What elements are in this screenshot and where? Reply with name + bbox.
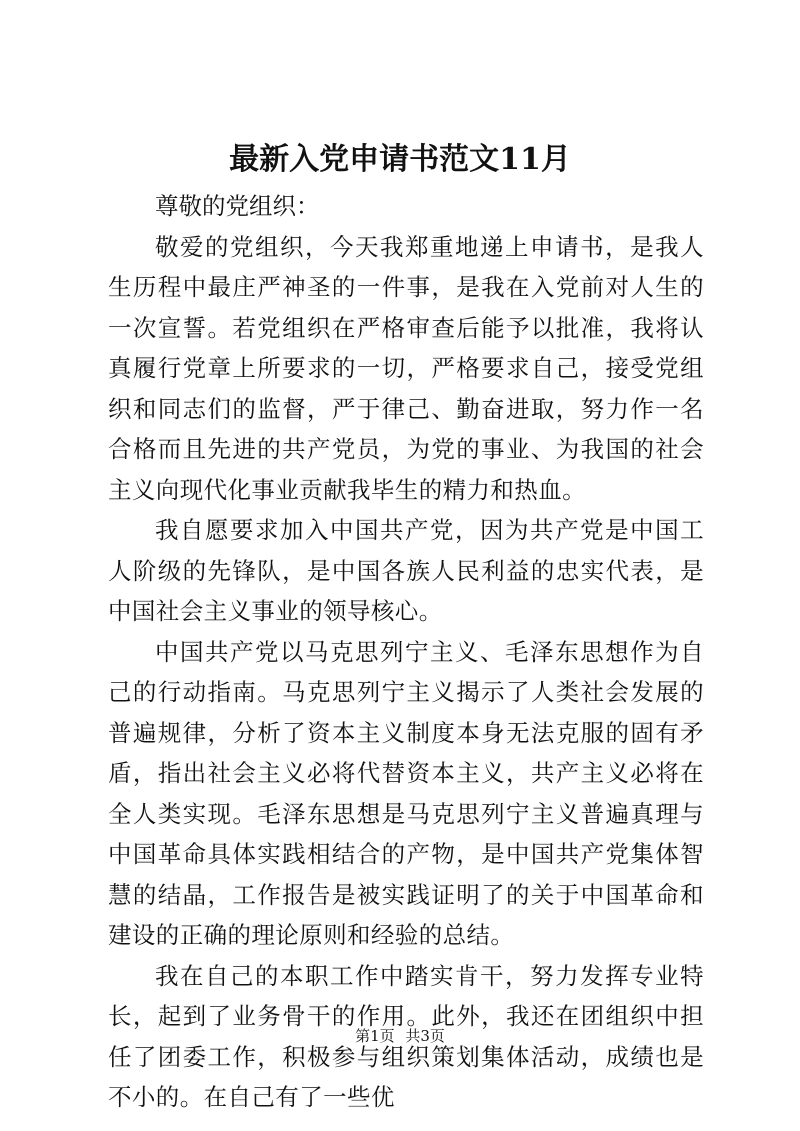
paragraph-3: 中国共产党以马克思列宁主义、毛泽东思想作为自己的行动指南。马克思列宁主义揭示了人类社会发展的普遍规律，分析了资本主义制度本身无法克服的固有矛盾，指出社会主义必将代替资本主义，共产主义必将在全人类实现。毛泽东思想是马克思列宁主义普遍真理与中国革命具体实践相结合的产物，是中国共产党集体智慧的结晶，工作报告是被实践证明了的关于中国革命和建设的正确的理论原则和经验的总结。 <box>108 637 704 949</box>
page-total: 共3页 <box>405 1027 445 1045</box>
paragraph-1: 敬爱的党组织，今天我郑重地递上申请书，是我人生历程中最庄严神圣的一件事，是我在入党前对人生的一次宣誓。若党组织在严格审查后能予以批准，我将认真履行党章上所要求的一切，严格要求自己，接受党组织和同志们的监督，严于律己、勤奋进取，努力作一名合格而且先进的共产党员，为党的事业、为我国的社会主义向现代化事业贡献我毕生的精力和热血。 <box>108 232 704 504</box>
salutation: 尊敬的党组织： <box>155 192 320 220</box>
page-number: 第1页 <box>355 1027 395 1045</box>
page-footer <box>0 1026 800 1046</box>
paragraph-2: 我自愿要求加入中国共产党，因为共产党是中国工人阶级的先锋队，是中国各族人民利益的忠实代表，是中国社会主义事业的领导核心。 <box>108 516 704 625</box>
document-title: 最新入党申请书范文11月 <box>229 142 571 177</box>
document-body <box>108 186 704 1118</box>
paragraph-4: 我在自己的本职工作中踏实肯干，努力发挥专业特长，起到了业务骨干的作用。此外，我还在团组织中担任了团委工作，积极参与组织策划集体活动，成绩也是不小的。在自己有了一些优 <box>108 961 704 1111</box>
